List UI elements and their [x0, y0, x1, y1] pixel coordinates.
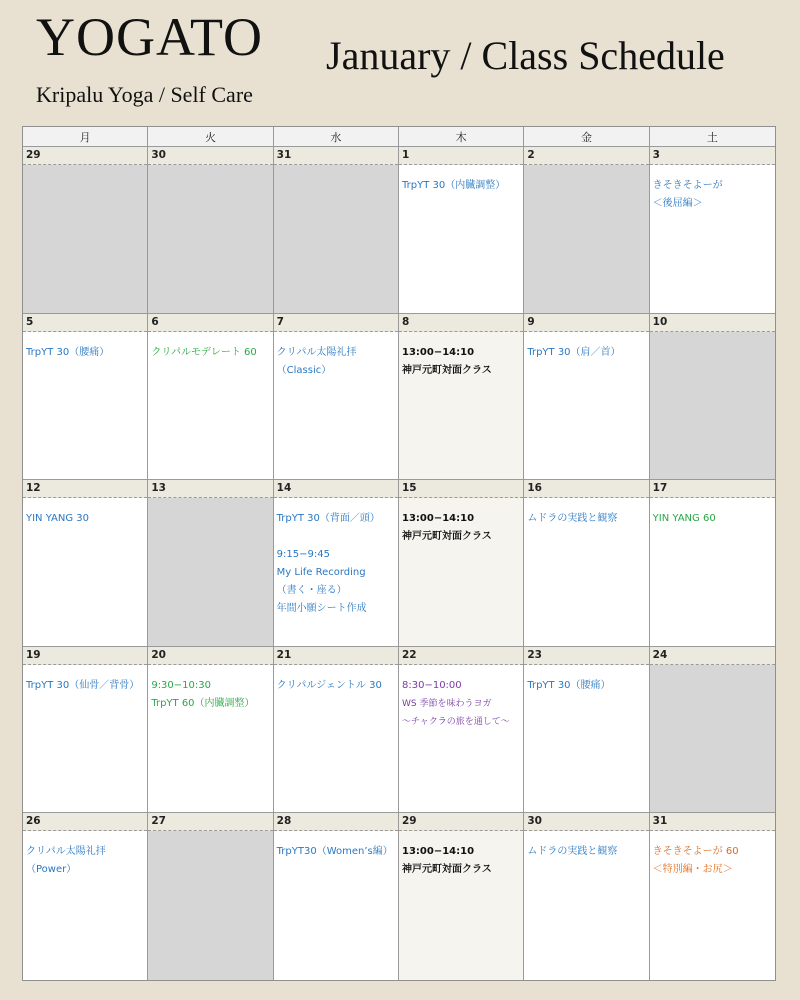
day-events — [23, 165, 147, 313]
class-entry-line[interactable]: 9:15−9:45 — [276, 549, 330, 561]
day-number: 30 — [148, 147, 272, 165]
page-title: January / Class Schedule — [326, 33, 725, 78]
day-events — [399, 831, 523, 980]
class-entry-line[interactable]: 13:00−14:10 — [402, 513, 475, 525]
class-entry-line[interactable]: きそきそよーが — [652, 180, 723, 191]
class-entry-line[interactable]: YIN YANG 30 — [26, 513, 90, 525]
class-entry-line[interactable]: 9:30−10:30 — [151, 679, 211, 691]
class-entry-line[interactable]: 8:30−10:00 — [402, 679, 462, 691]
calendar-day-cell[interactable] — [399, 813, 524, 980]
day-number: 6 — [148, 314, 272, 332]
day-number: 21 — [274, 647, 398, 665]
day-number: 29 — [399, 813, 523, 831]
calendar-day-cell[interactable] — [399, 314, 524, 481]
day-events — [650, 831, 775, 980]
calendar-day-cell[interactable] — [148, 480, 273, 647]
day-events — [524, 165, 648, 313]
day-events — [274, 498, 398, 646]
day-number: 8 — [399, 314, 523, 332]
calendar-day-cell[interactable] — [148, 813, 273, 980]
day-events — [23, 665, 147, 813]
calendar-day-cell[interactable] — [23, 813, 148, 980]
calendar-day-cell[interactable] — [23, 314, 148, 481]
day-events — [274, 165, 398, 313]
day-number: 27 — [148, 813, 272, 831]
calendar-day-cell[interactable] — [274, 813, 399, 980]
class-entry-line[interactable]: クリパルジェントル 30 — [276, 679, 382, 691]
day-number: 29 — [23, 147, 147, 165]
weekday-header-thu: 木 — [399, 127, 524, 147]
class-entry-line[interactable]: 13:00−14:10 — [402, 846, 475, 858]
weekday-header-wed: 水 — [274, 127, 399, 147]
day-events — [399, 165, 523, 313]
day-number: 16 — [524, 480, 648, 498]
calendar-day-cell[interactable] — [148, 314, 273, 481]
calendar-day-cell[interactable] — [23, 647, 148, 814]
day-number: 7 — [274, 314, 398, 332]
day-events — [399, 332, 523, 480]
day-events — [650, 165, 775, 313]
day-number: 17 — [650, 480, 775, 498]
calendar-day-cell[interactable] — [524, 314, 649, 481]
class-entry-line[interactable]: クリパル太陽礼拝 — [276, 346, 357, 358]
day-number: 30 — [524, 813, 648, 831]
weekday-header-mon: 月 — [23, 127, 148, 147]
day-events — [274, 831, 398, 980]
class-entry-line — [277, 528, 395, 546]
calendar-day-cell[interactable] — [650, 314, 775, 481]
class-entry-line[interactable]: ムドラの実践と観察 — [527, 513, 618, 525]
calendar-day-cell[interactable] — [650, 647, 775, 814]
class-entry-line[interactable]: きそきそよーが 60 — [652, 846, 739, 858]
day-number: 23 — [524, 647, 648, 665]
brand-title: YOGATO — [36, 7, 264, 67]
calendar-day-cell[interactable] — [274, 314, 399, 481]
day-number: 19 — [23, 647, 147, 665]
brand-subtitle: Kripalu Yoga / Self Care — [36, 82, 253, 107]
day-events — [148, 498, 272, 646]
calendar-day-cell[interactable] — [399, 647, 524, 814]
class-entry-line[interactable]: ＜後屈編＞ — [652, 198, 703, 209]
day-events — [399, 665, 523, 813]
class-entry-line[interactable]: TrpYT30（Women’s編） — [276, 846, 393, 858]
day-number: 1 — [399, 147, 523, 165]
day-events — [650, 332, 775, 480]
class-entry-line[interactable]: TrpYT 30（肩／首） — [527, 346, 621, 358]
day-events — [524, 332, 648, 480]
calendar-day-cell[interactable] — [524, 480, 649, 647]
class-entry-line[interactable]: TrpYT 30（背面／頭） — [276, 513, 380, 525]
class-entry-line[interactable]: 神戸元町対面クラス — [402, 531, 492, 543]
calendar-day-cell[interactable] — [524, 147, 649, 314]
day-events — [148, 165, 272, 313]
day-events — [524, 665, 648, 813]
calendar-day-cell[interactable] — [23, 147, 148, 314]
day-number: 28 — [274, 813, 398, 831]
day-number: 31 — [274, 147, 398, 165]
day-number: 20 — [148, 647, 272, 665]
class-entry-line[interactable]: TrpYT 30（内臓調整） — [402, 180, 506, 191]
day-number: 26 — [23, 813, 147, 831]
weekday-header-sat: 土 — [650, 127, 775, 147]
day-number: 9 — [524, 314, 648, 332]
day-number: 31 — [650, 813, 775, 831]
day-number: 10 — [650, 314, 775, 332]
day-number: 12 — [23, 480, 147, 498]
day-number: 5 — [23, 314, 147, 332]
class-entry-line[interactable]: ＜特別編・お尻＞ — [652, 864, 733, 876]
class-entry-line[interactable]: 13:00−14:10 — [402, 346, 475, 358]
class-entry-line[interactable]: WS 季節を味わうヨガ — [402, 698, 492, 709]
day-number: 22 — [399, 647, 523, 665]
day-number: 24 — [650, 647, 775, 665]
day-events — [23, 332, 147, 480]
day-number: 3 — [650, 147, 775, 165]
day-events — [650, 498, 775, 646]
class-entry-line[interactable]: TrpYT 30（腰痛） — [527, 679, 611, 691]
day-number: 13 — [148, 480, 272, 498]
calendar-day-cell[interactable] — [148, 147, 273, 314]
weekday-header-fri: 金 — [524, 127, 649, 147]
calendar-day-cell[interactable] — [650, 813, 775, 980]
class-entry-line[interactable]: クリパルモデレート 60 — [151, 346, 257, 358]
day-events — [148, 665, 272, 813]
day-number: 15 — [399, 480, 523, 498]
calendar-day-cell[interactable] — [524, 813, 649, 980]
class-entry-line[interactable]: クリパル太陽礼拝 — [26, 846, 106, 858]
class-calendar — [22, 126, 776, 981]
class-entry-line[interactable]: My Life Recording — [276, 567, 366, 579]
day-events — [524, 831, 648, 980]
class-entry-line[interactable]: TrpYT 60（内臓調整） — [151, 697, 255, 709]
calendar-day-cell[interactable] — [399, 147, 524, 314]
calendar-day-cell[interactable] — [650, 480, 775, 647]
calendar-day-cell[interactable] — [524, 647, 649, 814]
day-events — [274, 665, 398, 813]
class-entry-line[interactable]: （Classic） — [276, 364, 332, 376]
class-entry-line[interactable]: TrpYT 30（仙骨／背骨） — [26, 679, 140, 691]
class-entry-line[interactable]: ムドラの実践と観察 — [527, 846, 618, 858]
calendar-day-cell[interactable] — [148, 647, 273, 814]
calendar-day-cell[interactable] — [274, 147, 399, 314]
calendar-day-cell[interactable] — [650, 147, 775, 314]
calendar-day-cell[interactable] — [274, 480, 399, 647]
class-entry-line[interactable]: （Power） — [26, 864, 77, 876]
calendar-day-cell[interactable] — [274, 647, 399, 814]
weekday-header-tue: 火 — [148, 127, 273, 147]
day-number: 2 — [524, 147, 648, 165]
day-events — [148, 332, 272, 480]
day-events — [524, 498, 648, 646]
calendar-day-cell[interactable] — [23, 480, 148, 647]
class-entry-line[interactable]: （書く・座る） — [276, 585, 347, 597]
day-number: 14 — [274, 480, 398, 498]
class-entry-line[interactable]: YIN YANG 60 — [652, 513, 716, 525]
class-entry-line[interactable]: 神戸元町対面クラス — [402, 864, 492, 876]
class-entry-line[interactable]: TrpYT 30（腰痛） — [26, 346, 110, 358]
class-entry-line[interactable]: 神戸元町対面クラス — [402, 364, 492, 376]
class-entry-line[interactable]: 年間小願シート作成 — [276, 603, 367, 615]
day-events — [274, 332, 398, 480]
day-events — [23, 831, 147, 980]
day-events — [399, 498, 523, 646]
day-events — [650, 665, 775, 813]
day-events — [148, 831, 272, 980]
class-entry-line[interactable]: 〜チャクラの旅を通して〜 — [402, 716, 510, 727]
calendar-day-cell[interactable] — [399, 480, 524, 647]
day-events — [23, 498, 147, 646]
